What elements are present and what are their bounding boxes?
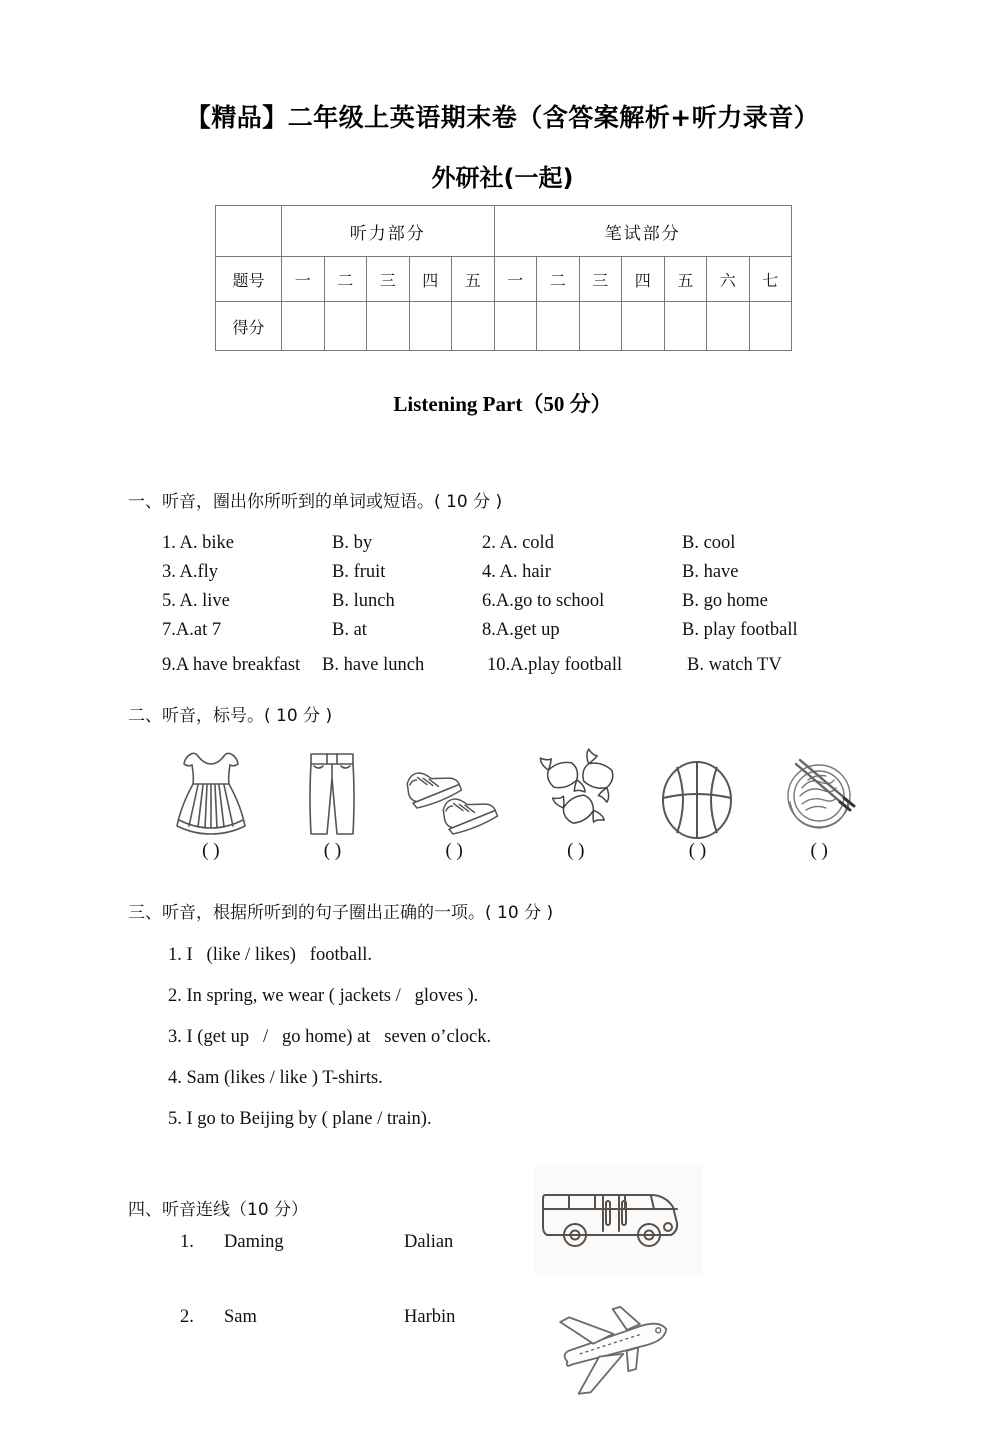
- option-3b[interactable]: B. fruit: [332, 562, 386, 582]
- question-number-written-2: 二: [537, 257, 580, 302]
- option-5b[interactable]: B. lunch: [332, 591, 395, 611]
- option-9a[interactable]: 9.A have breakfast: [162, 655, 301, 675]
- table-row-question-numbers: [216, 257, 792, 302]
- group-header-written: 笔试部分: [494, 206, 792, 257]
- section-3-heading: 三、听音，根据所听到的句子圈出正确的一项。( 10 分 ): [128, 903, 554, 923]
- option-5a[interactable]: 5. A. live: [162, 591, 230, 611]
- listening-part-heading: Listening Part（50 分）: [393, 392, 612, 416]
- question-number-listening-5: 五: [452, 257, 495, 302]
- option-7a[interactable]: 7.A.at 7: [162, 620, 222, 640]
- table-row-scores: [216, 302, 792, 351]
- row-label-score: 得分: [216, 302, 282, 351]
- matching-row-1-left[interactable]: Daming: [224, 1232, 284, 1252]
- section-2-answer-brackets: [150, 840, 880, 862]
- sentence-2[interactable]: 2. In spring, we wear ( jackets / gloves ).: [168, 986, 479, 1006]
- trousers-icon: [277, 746, 387, 842]
- sneakers-icon: [399, 746, 509, 842]
- page-subtitle: 外研社(一起): [431, 164, 574, 192]
- score-cell-written-6[interactable]: [707, 302, 750, 351]
- option-2a[interactable]: 2. A. cold: [482, 533, 554, 553]
- option-row-3: [162, 587, 852, 616]
- dress-icon: [156, 746, 266, 842]
- bus-icon: [533, 1165, 703, 1275]
- answer-bracket-5[interactable]: ( ): [688, 840, 707, 861]
- score-cell-listening-2[interactable]: [324, 302, 367, 351]
- sentence-5[interactable]: 5. I go to Beijing by ( plane / train).: [168, 1109, 432, 1129]
- section-1-options: [162, 529, 852, 680]
- sentence-1[interactable]: 1. I (like / likes) football.: [168, 945, 372, 965]
- option-4a[interactable]: 4. A. hair: [482, 562, 551, 582]
- matching-row-1-right[interactable]: Dalian: [404, 1232, 454, 1252]
- score-cell-written-1[interactable]: [494, 302, 537, 351]
- section-2-picture-row: [150, 742, 880, 842]
- section-4-heading: 四、听音连线（10 分）: [128, 1200, 309, 1220]
- answer-bracket-6[interactable]: ( ): [810, 840, 828, 861]
- answer-bracket-2[interactable]: ( ): [323, 840, 342, 861]
- option-row-1: [162, 529, 852, 558]
- matching-row-2: [180, 1307, 600, 1328]
- score-cell-written-2[interactable]: [537, 302, 580, 351]
- option-row-4: [162, 616, 852, 645]
- question-number-written-7: 七: [749, 257, 792, 302]
- score-table-corner: [216, 206, 282, 257]
- score-cell-written-7[interactable]: [749, 302, 792, 351]
- question-number-listening-4: 四: [409, 257, 452, 302]
- table-row-groups: [216, 206, 792, 257]
- option-8b[interactable]: B. play football: [682, 620, 798, 640]
- score-cell-written-5[interactable]: [664, 302, 707, 351]
- section-2-heading: 二、听音，标号。( 10 分 ): [128, 706, 333, 726]
- candies-icon: [521, 746, 631, 842]
- option-4b[interactable]: B. have: [682, 562, 739, 582]
- question-number-written-5: 五: [664, 257, 707, 302]
- question-number-written-3: 三: [579, 257, 622, 302]
- option-10a[interactable]: 10.A.play football: [487, 655, 623, 675]
- group-header-listening: 听力部分: [282, 206, 495, 257]
- option-9b[interactable]: B. have lunch: [322, 655, 425, 675]
- question-number-listening-1: 一: [282, 257, 325, 302]
- score-cell-listening-3[interactable]: [367, 302, 410, 351]
- row-label-question-number: 题号: [216, 257, 282, 302]
- question-number-listening-2: 二: [324, 257, 367, 302]
- sentence-4[interactable]: 4. Sam (likes / like ) T-shirts.: [168, 1068, 383, 1088]
- question-number-written-4: 四: [622, 257, 665, 302]
- score-cell-written-3[interactable]: [579, 302, 622, 351]
- airplane-icon: [540, 1300, 700, 1405]
- score-cell-listening-5[interactable]: [452, 302, 495, 351]
- question-number-written-6: 六: [707, 257, 750, 302]
- score-table: [215, 205, 792, 351]
- page-title: 【精品】二年级上英语期末卷（含答案解析+听力录音）: [185, 103, 820, 132]
- score-cell-written-4[interactable]: [622, 302, 665, 351]
- option-6a[interactable]: 6.A.go to school: [482, 591, 605, 611]
- option-row-2: [162, 558, 852, 587]
- option-3a[interactable]: 3. A.fly: [162, 562, 219, 582]
- section-3-sentences: [168, 945, 888, 1150]
- answer-bracket-4[interactable]: ( ): [567, 840, 585, 861]
- sentence-3[interactable]: 3. I (get up / go home) at seven o’clock.: [168, 1027, 492, 1047]
- answer-bracket-1[interactable]: ( ): [202, 840, 220, 861]
- noodles-bowl-icon: [764, 746, 874, 842]
- option-8a[interactable]: 8.A.get up: [482, 620, 560, 640]
- basketball-icon: [642, 746, 752, 842]
- option-row-5: [162, 651, 852, 680]
- matching-row-1-number: 1.: [180, 1232, 194, 1252]
- question-number-listening-3: 三: [367, 257, 410, 302]
- option-1a[interactable]: 1. A. bike: [162, 533, 234, 553]
- score-cell-listening-1[interactable]: [282, 302, 325, 351]
- score-cell-listening-4[interactable]: [409, 302, 452, 351]
- option-2b[interactable]: B. cool: [682, 533, 736, 553]
- matching-row-2-number: 2.: [180, 1307, 194, 1327]
- question-number-written-1: 一: [494, 257, 537, 302]
- option-7b[interactable]: B. at: [332, 620, 367, 640]
- option-6b[interactable]: B. go home: [682, 591, 768, 611]
- section-1-heading: 一、听音，圈出你所听到的单词或短语。( 10 分 ): [128, 492, 503, 512]
- answer-bracket-3[interactable]: ( ): [445, 840, 463, 861]
- matching-row-2-right[interactable]: Harbin: [404, 1307, 456, 1327]
- matching-row-2-left[interactable]: Sam: [224, 1307, 257, 1327]
- option-1b[interactable]: B. by: [332, 533, 373, 553]
- option-10b[interactable]: B. watch TV: [687, 655, 782, 675]
